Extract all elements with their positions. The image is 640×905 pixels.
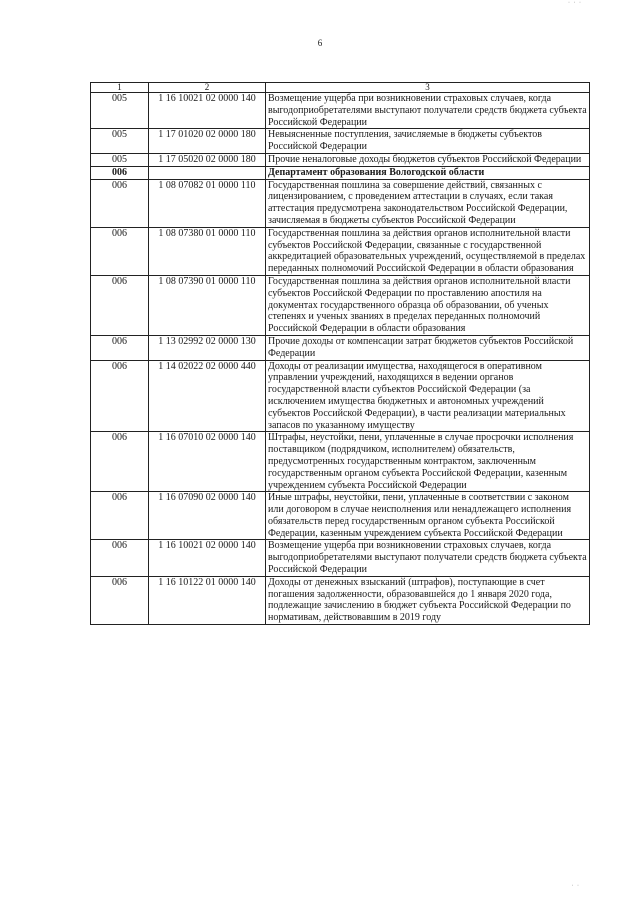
revenue-code-cell: 1 08 07082 01 0000 110	[149, 179, 266, 227]
table-row	[91, 492, 590, 540]
table-header-row	[91, 83, 590, 93]
admin-code-cell: 006	[91, 540, 149, 576]
revenue-code-cell: 1 16 10021 02 0000 140	[149, 540, 266, 576]
column-header-3: 3	[266, 83, 590, 93]
revenue-name-cell: Возмещение ущерба при возникновении страховых случаев, когда выгодоприобретателями выступают получатели средств бюджета субъекта Российской Федерации	[266, 93, 590, 129]
revenue-code-cell: 1 08 07390 01 0000 110	[149, 275, 266, 335]
revenue-code-cell: 1 13 02992 02 0000 130	[149, 335, 266, 360]
admin-code-cell: 006	[91, 335, 149, 360]
revenue-name-cell: Государственная пошлина за действия органов исполнительной власти субъектов Российской Федерации, связанные с государственной аккредитацией образовательных учреждений, осуществляемой в пределах переданных полномочий Российской Федерации в области образования	[266, 227, 590, 275]
revenue-code-cell: 1 16 07090 02 0000 140	[149, 492, 266, 540]
revenue-code-cell	[149, 166, 266, 179]
revenue-name-cell: Доходы от денежных взысканий (штрафов), поступающие в счет погашения задолженности, образовавшейся до 1 января 2020 года, подлежащие зачислению в бюджет субъекта Российской Федерации по нормативам, действовавшим в 2019 году	[266, 576, 590, 624]
corner-mark-bottom: · ·	[571, 883, 580, 889]
revenue-code-cell: 1 17 05020 02 0000 180	[149, 153, 266, 166]
revenue-name-cell: Штрафы, неустойки, пени, уплаченные в случае просрочки исполнения поставщиком (подрядчиком, исполнителем) обязательств, предусмотренных государственным контрактом, заключенным государственным органом субъекта Российской Федерации, казенным учреждением субъекта Российской Федерации	[266, 432, 590, 492]
table-row	[91, 275, 590, 335]
revenue-name-cell: Невыясненные поступления, зачисляемые в бюджеты субъектов Российской Федерации	[266, 129, 590, 154]
admin-code-cell: 006	[91, 179, 149, 227]
revenue-name-cell: Департамент образования Вологодской области	[266, 166, 590, 179]
revenue-name-cell: Прочие доходы от компенсации затрат бюджетов субъектов Российской Федерации	[266, 335, 590, 360]
table-row	[91, 540, 590, 576]
page-number: 6	[317, 38, 323, 48]
admin-code-cell: 006	[91, 227, 149, 275]
admin-code-cell: 006	[91, 492, 149, 540]
admin-code-cell: 006	[91, 166, 149, 179]
column-header-1: 1	[91, 83, 149, 93]
revenue-code-cell: 1 14 02022 02 0000 440	[149, 360, 266, 432]
table-row	[91, 335, 590, 360]
revenue-name-cell: Прочие неналоговые доходы бюджетов субъектов Российской Федерации	[266, 153, 590, 166]
table-row	[91, 93, 590, 129]
admin-code-cell: 005	[91, 153, 149, 166]
revenue-name-cell: Государственная пошлина за совершение действий, связанных с лицензированием, с проведением аттестации в случаях, если такая аттестация предусмотрена законодательством Российской Федерации, зачисляемая в бюджеты субъектов Российской Федерации	[266, 179, 590, 227]
revenue-name-cell: Доходы от реализации имущества, находящегося в оперативном управлении учреждений, находящихся в ведении органов государственной власти субъектов Российской Федерации (за исключением имущества бюджетных и автономных учреждений субъектов Российской Федерации), в части реализации материальных запасов по указанному имуществу	[266, 360, 590, 432]
table-row	[91, 360, 590, 432]
admin-code-cell: 006	[91, 432, 149, 492]
table-row	[91, 153, 590, 166]
table-section-row	[91, 166, 590, 179]
revenue-name-cell: Иные штрафы, неустойки, пени, уплаченные в соответствии с законом или договором в случае неисполнения или ненадлежащего исполнения обязательств перед государственным органом субъекта Российской Федерации, казенным учреждением субъекта Российской Федерации	[266, 492, 590, 540]
admin-code-cell: 006	[91, 576, 149, 624]
admin-code-cell: 006	[91, 360, 149, 432]
admin-code-cell: 005	[91, 93, 149, 129]
revenue-name-cell: Государственная пошлина за действия органов исполнительной власти субъектов Российской Федерации по проставлению апостиля на документах государственного образца об образовании, об ученых степенях и ученых званиях в пределах переданных полномочий Российской Федерации в области образования	[266, 275, 590, 335]
revenue-code-cell: 1 08 07380 01 0000 110	[149, 227, 266, 275]
table-row	[91, 129, 590, 154]
corner-mark-top: · · ·	[568, 0, 582, 6]
table-row	[91, 576, 590, 624]
admin-code-cell: 005	[91, 129, 149, 154]
table-row	[91, 179, 590, 227]
column-header-2: 2	[149, 83, 266, 93]
revenue-code-cell: 1 17 01020 02 0000 180	[149, 129, 266, 154]
revenue-code-cell: 1 16 07010 02 0000 140	[149, 432, 266, 492]
revenue-name-cell: Возмещение ущерба при возникновении страховых случаев, когда выгодоприобретателями выступают получатели средств бюджета субъекта Российской Федерации	[266, 540, 590, 576]
admin-code-cell: 006	[91, 275, 149, 335]
revenue-code-cell: 1 16 10021 02 0000 140	[149, 93, 266, 129]
table-row	[91, 227, 590, 275]
revenue-code-cell: 1 16 10122 01 0000 140	[149, 576, 266, 624]
table-body	[91, 93, 590, 625]
revenue-codes-table	[90, 82, 590, 625]
table-row	[91, 432, 590, 492]
